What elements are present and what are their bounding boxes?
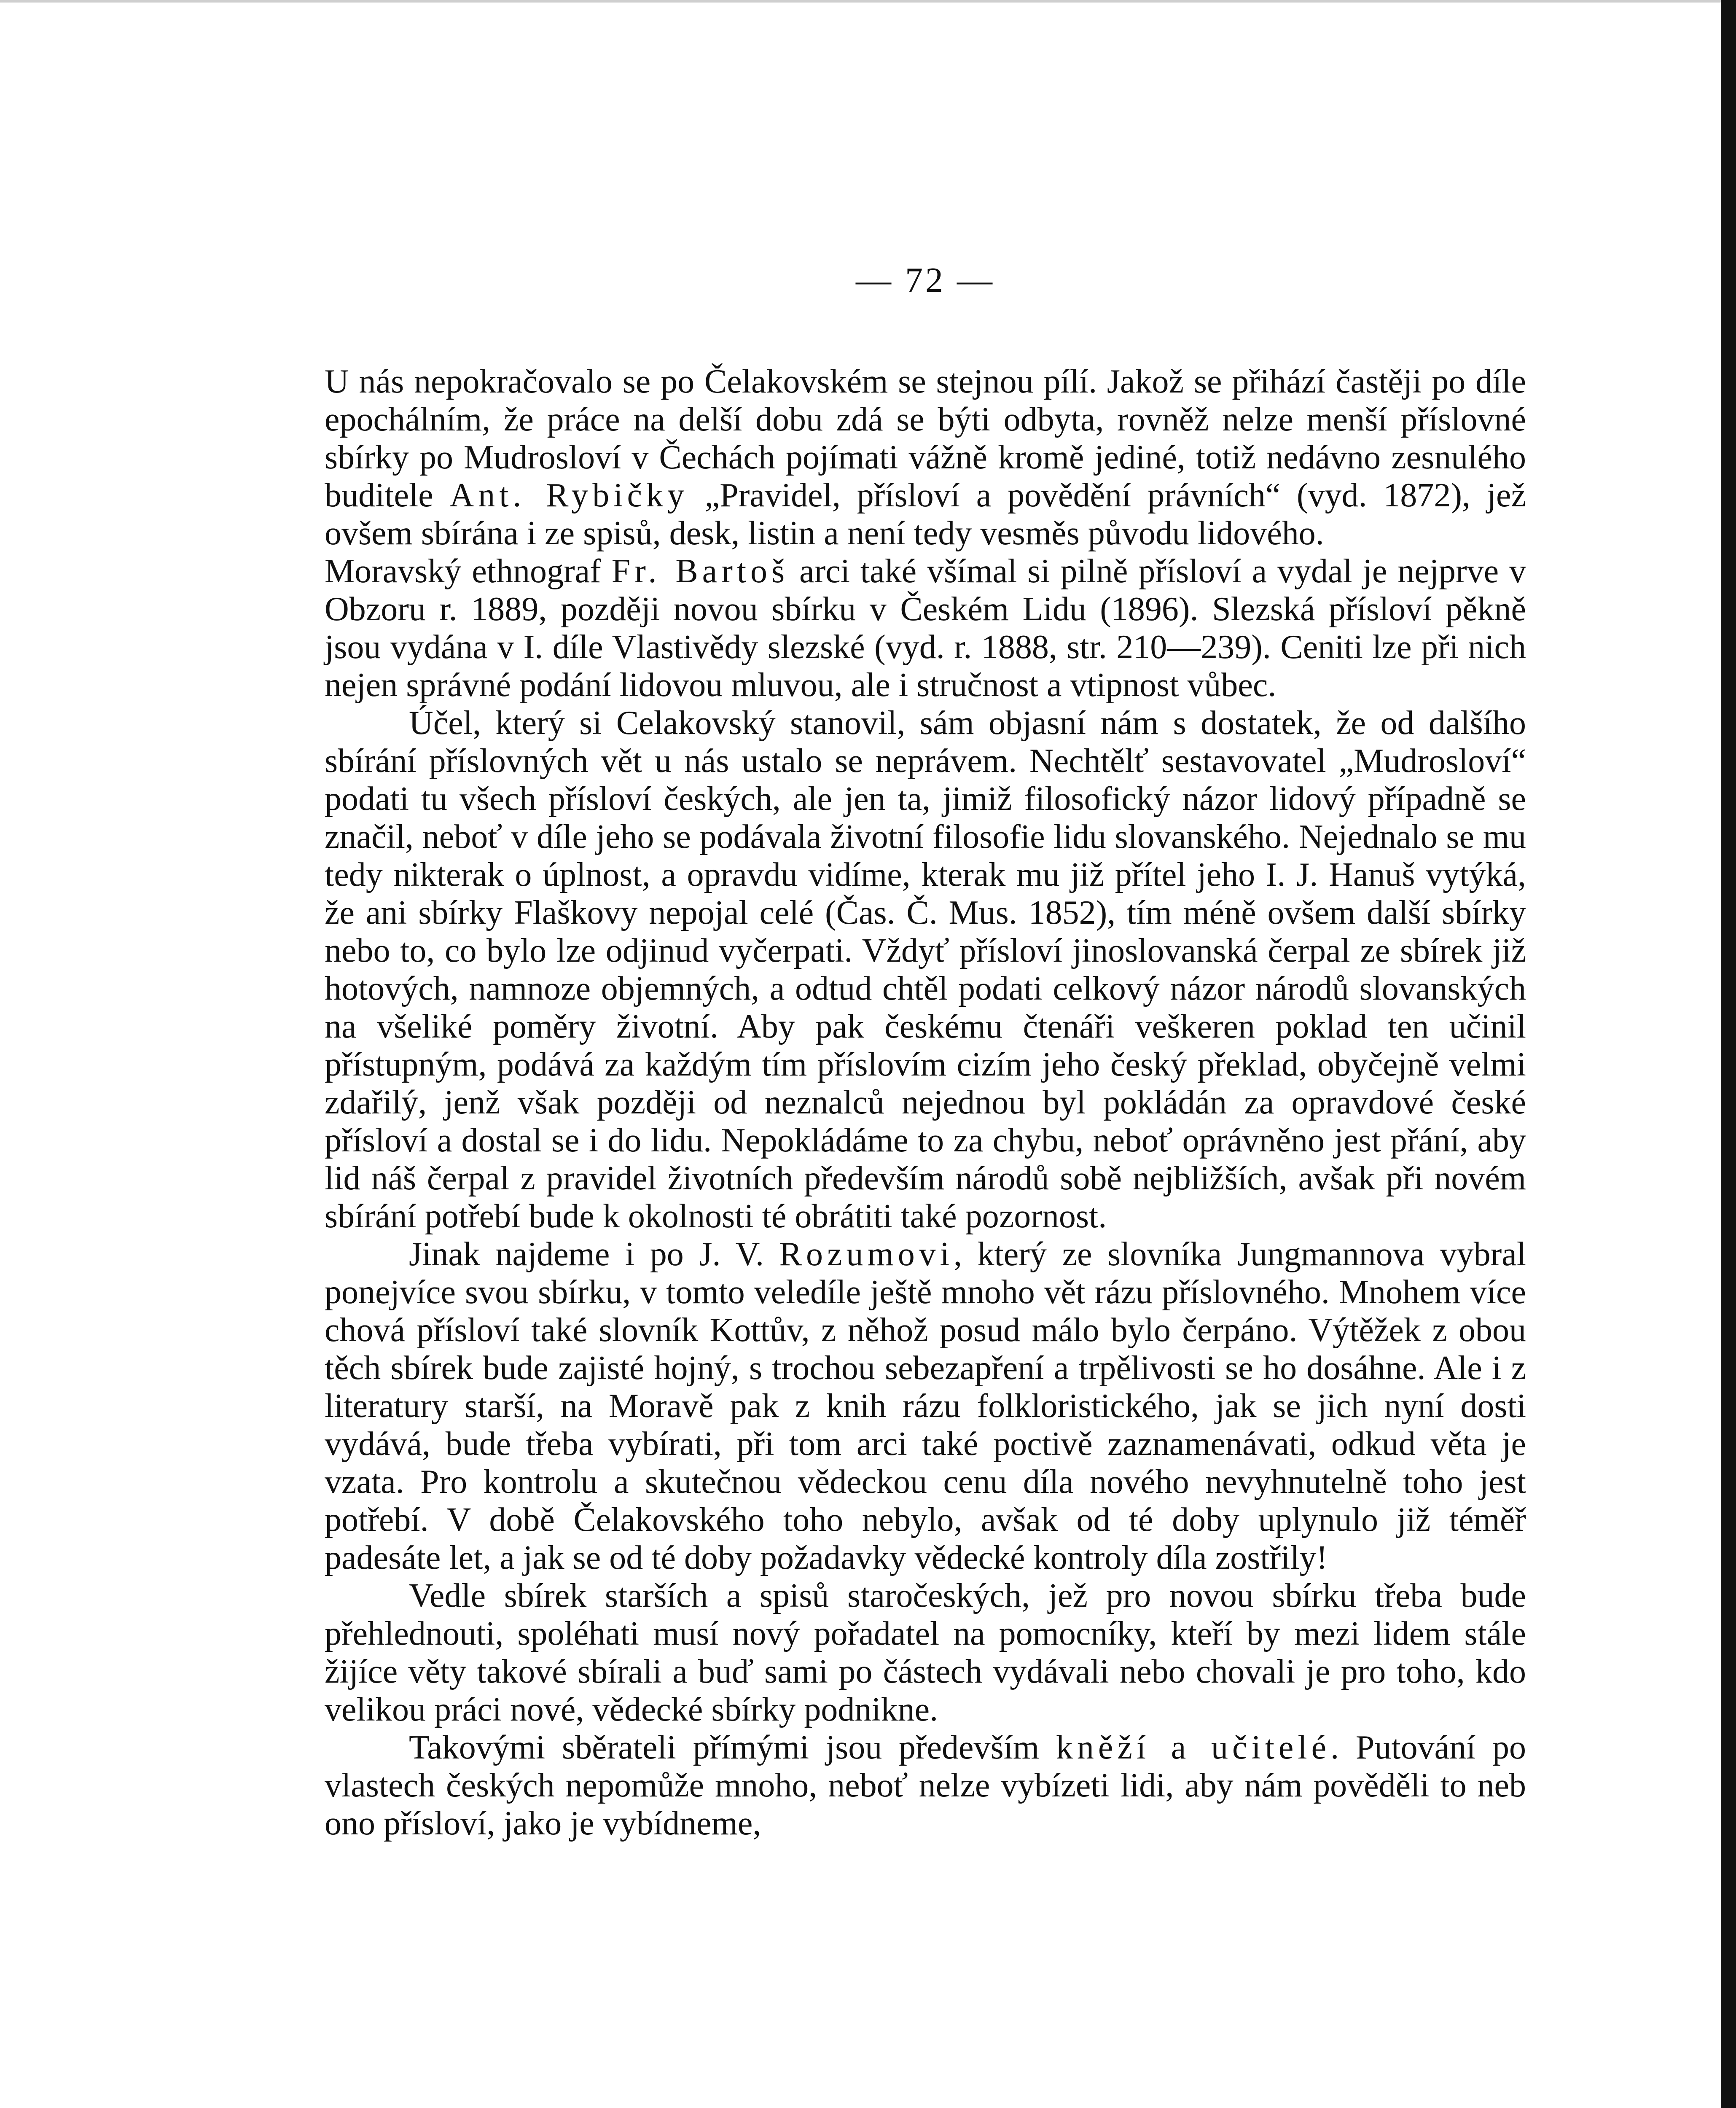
spaced-name: Fr. Bartoš	[611, 553, 789, 590]
spaced-name: Rozumovi	[779, 1236, 954, 1273]
scan-border-top	[0, 0, 1736, 3]
paragraph-text: , který ze slovníka Jungmannova vybral ponejvíce svou sbírku, v tomto veledíle ještě mnoho vět rázu příslovného. Mnohem více chová přísloví také slovník Kottův, z něhož posud málo bylo čerpáno. Výtěžek z obou těch sbírek bude zajisté hojný, s trochou sebezapření a trpělivosti se ho dosáhne. Ale i z literatury starší, na Moravě pak z knih rázu folkloristického, jak se jich nyní dosti vydává, bude třeba vybírati, při tom arci také poctivě zaznamenávati, odkud věta je vzata. Pro kontrolu a skutečnou vědeckou cenu díla nového nevyhnutelně toho jest potřebí. V době Čelakovského toho nebylo, avšak od té doby uplynulo již téměř padesáte let, a jak se od té doby požadavky vědecké kontroly díla zostřily!	[325, 1236, 1526, 1576]
scan-border-right	[1721, 0, 1736, 2108]
paragraph-6	[325, 1729, 1526, 1842]
paragraph-5	[325, 1577, 1526, 1729]
paragraph-text: U nás nepokračovalo se po Čelakovském se stejnou pílí. Jakož se přihází častěji po díle epochálním, že práce na delší dobu zdá se býti odbyta, rovněž nelze menší příslovné sbírky po Mudrosloví v Čechách pojímati vážně kromě jediné, totiž nedávno zesnulého buditele	[325, 363, 1526, 514]
paragraph-text: . Putování po vlastech českých nepomůže mnoho, neboť nelze vybízeti lidi, aby nám pověděli to neb ono přísloví, jako je vybídneme,	[325, 1729, 1526, 1842]
paragraph-text: Vedle sbírek starších a spisů staročeských, jež pro novou sbírku třeba bude přehlednouti, spoléhati musí nový pořadatel na pomocníky, kteří by mezi lidem stále žijíce věty takové sbírali a buď sami po částech vydávali nebo chovali je pro toho, kdo velikou práci nové, vědecké sbírky podnikne.	[325, 1577, 1526, 1728]
paragraph-4	[325, 1235, 1526, 1577]
paragraph-2	[325, 552, 1526, 704]
paragraph-text: Moravský ethnograf	[325, 553, 612, 590]
paragraph-text: Účel, který si Celakovský stanovil, sám objasní nám s dostatek, že od dalšího sbírání příslovných vět u nás ustalo se neprávem. Nechtělť sestavovatel „Mudrosloví“ podati tu všech přísloví českých, ale jen ta, jimiž filosofický názor lidový případně se značil, neboť v díle jeho se podávala životní filosofie lidu slovanského. Nejednalo se mu tedy nikterak o úplnost, a opravdu vidíme, kterak mu již přítel jeho I. J. Hanuš vytýká, že ani sbírky Flaškovy nepojal celé (Čas. Č. Mus. 1852), tím méně ovšem další sbírky nebo to, co bylo lze odjinud vyčerpati. Vždyť přísloví jinoslovanská čerpal ze sbírek již hotových, namnoze objemných, a odtud chtěl podati celkový názor národů slovanských na všeliké poměry životní. Aby pak českému čtenáři veškeren poklad ten učinil přístupným, podává za každým tím příslovím cizím jeho český překlad, obyčejně velmi zdařilý, jenž však později od neznalců nejednou byl pokládán za opravdové české přísloví a dostal se i do lidu. Nepokládáme to za chybu, neboť oprávněno jest přání, aby lid náš čerpal z pravidel životních především národů sobě nejbližších, avšak při novém sbírání potřebí bude k okolnosti té obrátiti také pozornost.	[325, 704, 1526, 1235]
page-content	[325, 261, 1526, 1842]
paragraph-text: „Pravidel, přísloví a povědění právních“ (vyd. 1872), jež ovšem sbírána i ze spisů, desk, listin a není tedy vesměs původu lidového.	[325, 477, 1526, 552]
paragraph-1	[325, 363, 1526, 552]
paragraph-text: Takovými sběrateli přímými jsou především	[409, 1729, 1056, 1766]
page-number: — 72 —	[856, 261, 995, 300]
paragraph-text: arci také všímal si pilně přísloví a vydal je nejprve v Obzoru r. 1889, později novou sbírku v Českém Lidu (1896). Slezská přísloví pěkně jsou vydána v I. díle Vlastivědy slezské (vyd. r. 1888, str. 210—239). Ceniti lze při nich nejen správné podání lidovou mluvou, ale i stručnost a vtipnost vůbec.	[325, 553, 1526, 704]
spaced-name: kněží a učitelé	[1056, 1729, 1331, 1766]
spaced-name: Ant. Rybičky	[449, 477, 689, 514]
paragraph-3	[325, 704, 1526, 1235]
paragraph-text: Jinak najdeme i po J. V.	[409, 1236, 779, 1273]
